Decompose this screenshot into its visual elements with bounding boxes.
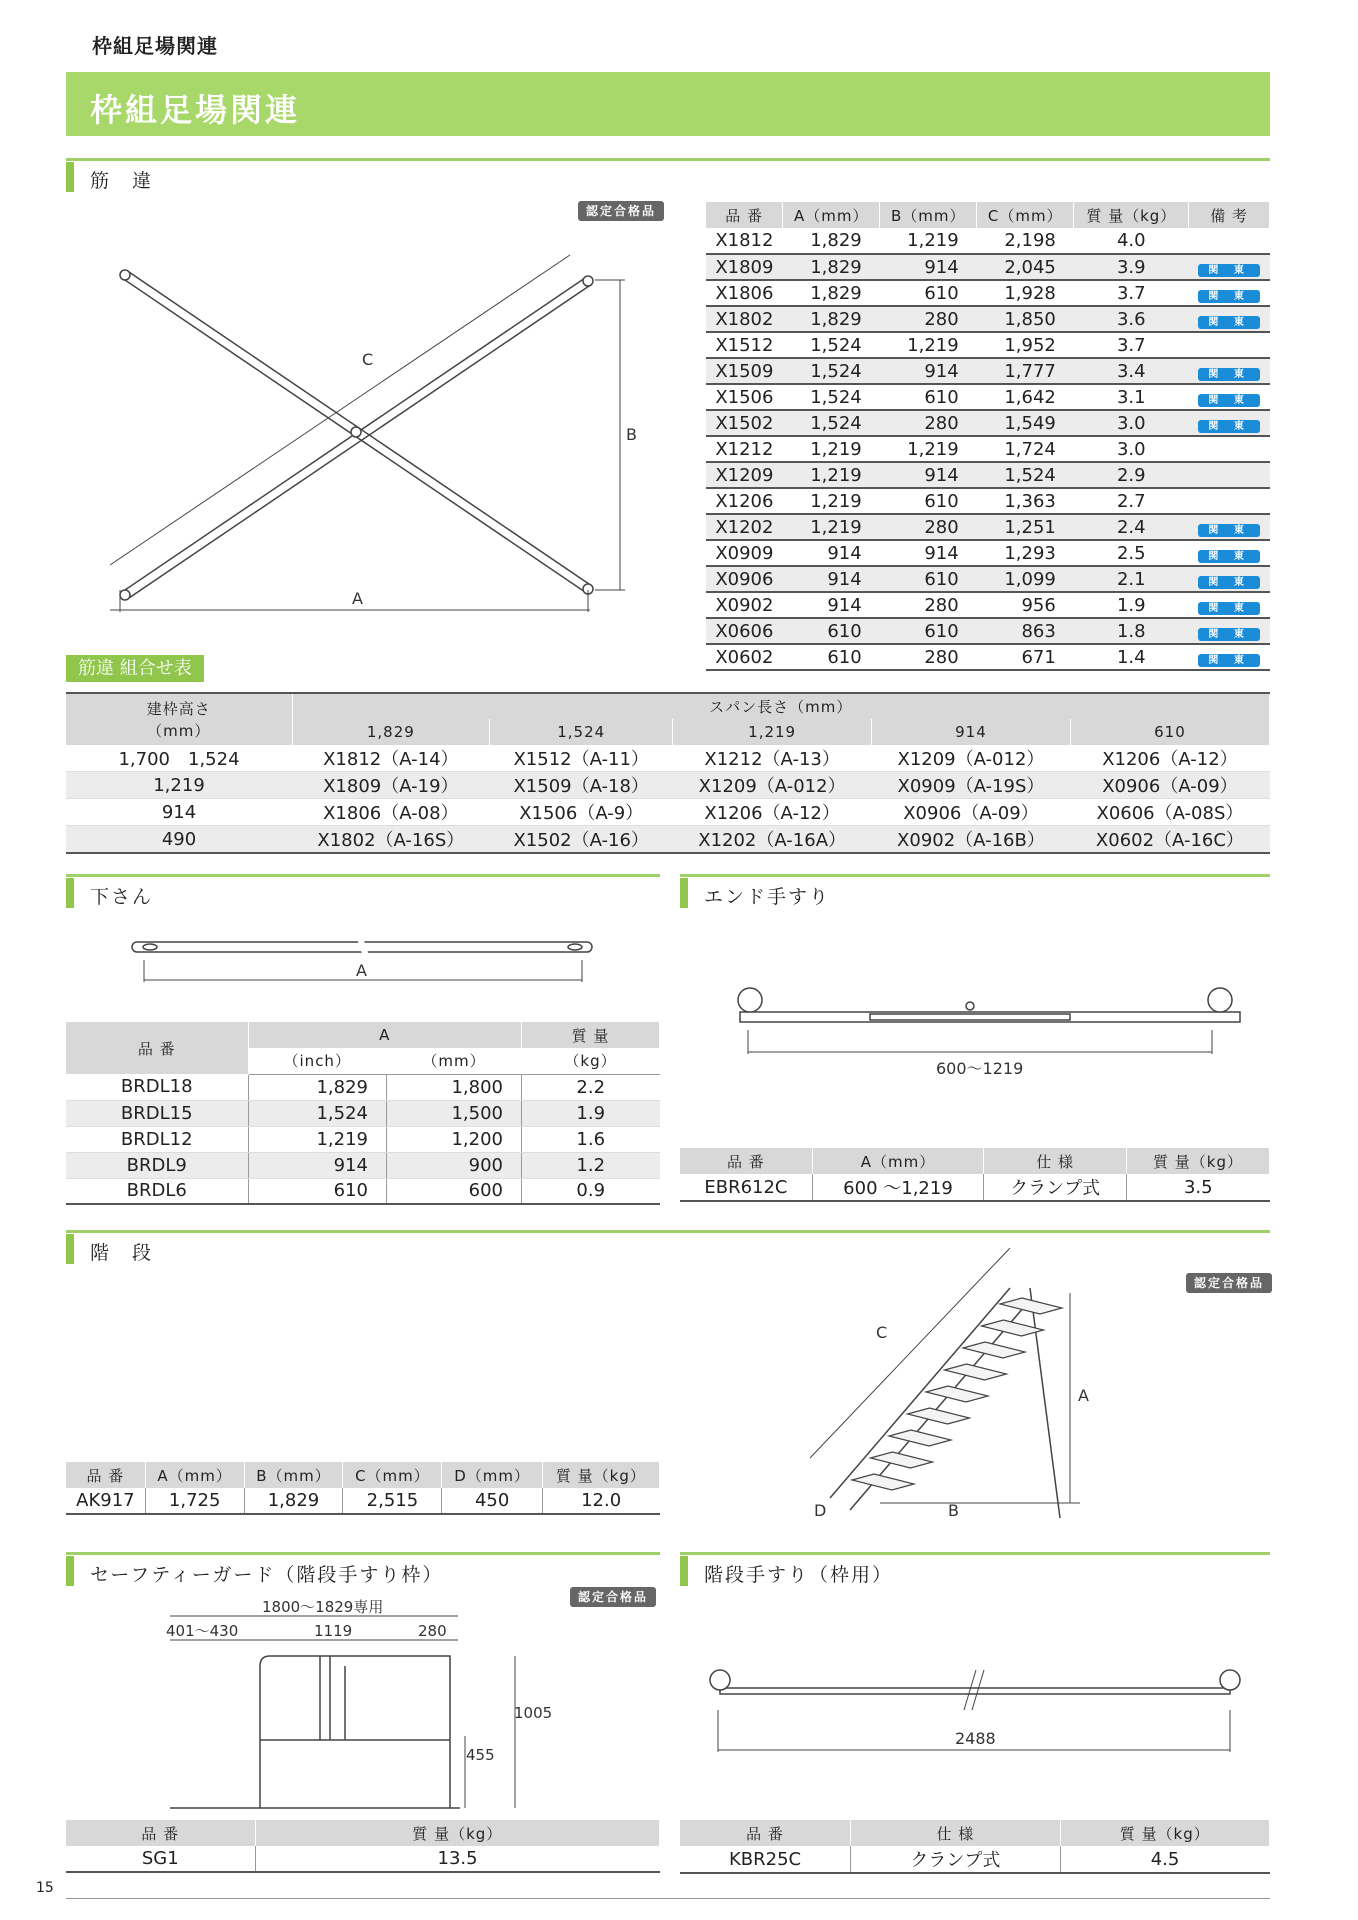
cell-b: 610 [880,488,977,514]
sujikai-table [706,202,1270,671]
header-cell: 質 量（kg） [1074,202,1189,228]
span-cell: 914 [872,719,1071,745]
table-row [706,410,1270,436]
cell: 13.5 [255,1846,659,1872]
cell-combo: X0909（A-19S） [872,772,1071,799]
table-row [706,592,1270,618]
cell-combo: X1502（A-16） [490,826,673,854]
cell-weight: 1.6 [522,1126,660,1152]
table-row [706,358,1270,384]
cell-weight: 1.8 [1074,618,1189,644]
span-cell: 610 [1070,719,1269,745]
section-title: 筋 違 [90,170,154,192]
span-cell: 1,524 [490,719,673,745]
cell: 1,829 [244,1488,343,1514]
shitasan-table: 品 番 A 質 量 （inch） （mm） （kg） BRDL18 1,829 1,800 2.2 BRDL15 1,524 1,500 1.9 BRDL12 1,219 1,200 1.6 BRDL9 914 900 1.2 BRDL6 610 600 0.9 [66,1022,660,1205]
cell-note [1189,644,1270,670]
cell-note [1189,488,1270,514]
cell-weight: 2.7 [1074,488,1189,514]
table-row [706,644,1270,670]
cell: 600 〜1,219 [812,1174,983,1201]
brace-diagram [100,240,660,620]
stair-tread [945,1364,1007,1380]
stair-tread [889,1430,951,1446]
cell-note [1189,540,1270,566]
svg-text:1005: 1005 [514,1704,553,1722]
cell-weight: 2.9 [1074,462,1189,488]
cell-inch: 1,219 [248,1126,386,1152]
cell-mm: 900 [386,1152,521,1178]
cell-no: X0906 [706,566,783,592]
svg-text:455: 455 [466,1746,495,1764]
cell-combo: X0906（A-09） [1070,772,1269,799]
kanto-badge: 関 東 [1198,316,1259,329]
svg-text:A: A [356,961,367,980]
kanto-badge: 関 東 [1198,654,1259,667]
kanto-badge: 関 東 [1198,576,1259,589]
cell-b: 914 [880,462,977,488]
cell-weight: 1.4 [1074,644,1189,670]
cell-no: X0909 [706,540,783,566]
cell-note [1189,280,1270,306]
cell-c: 671 [977,644,1074,670]
kaidan-tesuri-table [680,1820,1270,1874]
top-title: 枠組足場関連 [92,34,218,58]
table-row [66,1100,660,1126]
cell-inch: 1,829 [248,1074,386,1100]
cell-b: 914 [880,358,977,384]
span-header: スパン長さ（mm） [292,693,1270,719]
cell: 3.5 [1127,1174,1270,1201]
cell-c: 1,642 [977,384,1074,410]
section-end: エンド手すり [680,878,1270,908]
cell-weight: 2.2 [522,1074,660,1100]
cell-combo: X1506（A-9） [490,799,673,826]
cell-no: X1806 [706,280,783,306]
cell-c: 1,952 [977,332,1074,358]
table-row [706,332,1270,358]
end-table [680,1148,1270,1202]
header-cell: 備 考 [1189,202,1270,228]
table-row [680,1846,1270,1873]
footer-line [66,1898,1270,1899]
cell-combo: X0602（A-16C） [1070,826,1269,854]
cell-combo: X0902（A-16B） [872,826,1071,854]
svg-text:1800〜1829専用: 1800〜1829専用 [262,1598,384,1616]
header-cell: D（mm） [442,1462,542,1488]
nintei-badge-3: 認定合格品 [570,1586,656,1605]
cell: SG1 [66,1846,255,1872]
cell-no: BRDL15 [66,1100,248,1126]
cell-a: 1,829 [783,280,880,306]
page-number: 15 [36,1880,54,1896]
cell-combo: X1509（A-18） [490,772,673,799]
cell-no: X1202 [706,514,783,540]
cell: クランプ式 [851,1846,1060,1873]
cell-no: X1809 [706,254,783,280]
table-row [66,772,1270,799]
section-kaidan-tesuri: 階段手すり（枠用） [680,1556,1270,1586]
nintei-badge-2: 認定合格品 [1186,1272,1272,1291]
header-cell: 品 番 [680,1148,812,1174]
header-cell: 質 量（kg） [255,1820,659,1846]
table-row [706,488,1270,514]
header-cell: 品 番 [680,1820,851,1846]
table-row [706,462,1270,488]
cell-weight: 3.1 [1074,384,1189,410]
cell-no: X0902 [706,592,783,618]
cell-note [1189,436,1270,462]
svg-text:1119: 1119 [314,1622,353,1640]
cell-no: X1512 [706,332,783,358]
cell-no: X1509 [706,358,783,384]
cell-c: 1,251 [977,514,1074,540]
header-cell: 品 番 [66,1820,255,1846]
table-row [706,254,1270,280]
stairs-diagram [790,1248,1110,1538]
cell-height: 1,219 [66,772,292,799]
stair-tread [908,1408,970,1424]
table-row [706,436,1270,462]
cell-combo: X1209（A-012） [872,745,1071,772]
cell-inch: 1,524 [248,1100,386,1126]
section-safety: セーフティーガード（階段手すり枠） [66,1556,660,1586]
cell-note [1189,384,1270,410]
cell-weight: 1.2 [522,1152,660,1178]
cell-note [1189,514,1270,540]
svg-text:D: D [814,1501,827,1520]
kanto-badge: 関 東 [1198,602,1259,615]
cell-note [1189,254,1270,280]
svg-text:B: B [948,1501,959,1520]
safety-diagram [160,1596,580,1826]
stair-tread [852,1474,914,1490]
cell-note [1189,306,1270,332]
table-row [66,1074,660,1100]
stair-tread [871,1452,933,1468]
cell-c: 2,045 [977,254,1074,280]
cell-a: 1,524 [783,384,880,410]
cell-c: 1,363 [977,488,1074,514]
cell-no: X0602 [706,644,783,670]
cell-c: 863 [977,618,1074,644]
cell-a: 1,219 [783,436,880,462]
cell-a: 914 [783,540,880,566]
table-row [66,1152,660,1178]
cell-weight: 2.5 [1074,540,1189,566]
cell-b: 1,219 [880,332,977,358]
table-row [706,540,1270,566]
table-row [706,306,1270,332]
cell-weight: 3.7 [1074,332,1189,358]
cell-b: 280 [880,306,977,332]
table-row [66,1126,660,1152]
cell-height: 1,700 1,524 [66,745,292,772]
cell-a: 1,524 [783,332,880,358]
cell-no: X1209 [706,462,783,488]
cell-combo: X0606（A-08S） [1070,799,1269,826]
table-row [680,1174,1270,1201]
cell-note [1189,462,1270,488]
section-shitasan: 下さん [66,878,660,908]
kanto-badge: 関 東 [1198,290,1259,303]
cell-weight: 3.9 [1074,254,1189,280]
cell-b: 1,219 [880,228,977,254]
dim-c: C [362,350,374,369]
svg-text:600〜1219: 600〜1219 [936,1059,1024,1078]
cell-note [1189,332,1270,358]
cell-c: 2,198 [977,228,1074,254]
combo-tag: 筋違 組合せ表 [66,654,204,680]
cell-combo: X1206（A-12） [673,799,872,826]
cell-height: 914 [66,799,292,826]
cell: KBR25C [680,1846,851,1873]
cell-a: 914 [783,592,880,618]
header-cell: C（mm） [343,1462,442,1488]
cell-no: BRDL12 [66,1126,248,1152]
kanto-badge: 関 東 [1198,394,1259,407]
cell-combo: X1212（A-13） [673,745,872,772]
cell-no: X1802 [706,306,783,332]
cell-no: X1502 [706,410,783,436]
cell-height: 490 [66,826,292,854]
shitasan-diagram [120,930,620,990]
cell-no: X1206 [706,488,783,514]
cell-no: X1212 [706,436,783,462]
table-row [706,618,1270,644]
combo-table: 建枠高さ （mm） スパン長さ（mm） 1,829 1,524 1,219 914 610 1,700 1,524 X1812（A-14） X1512（A-11） X1212（A-13） X1209（A-012） X1206（A-12） 1,219 X1809（A-19） X1509（A-18） X1209（A-012） X0909（A-19S） X0906（A-09） 914 X1806（A-08） X1506（A-9） X1206（A-12） X0906（A-09） X0606（A-08S） 490 X1802（A-16S） X1502（A-16） X1202（A-16A） X0902（A-16B） X0602（A-16C） [66,692,1270,854]
stair-tread [963,1342,1025,1358]
cell-note [1189,410,1270,436]
cell-b: 914 [880,540,977,566]
kaidan-table [66,1462,660,1515]
cell-a: 1,219 [783,488,880,514]
cell-weight: 2.4 [1074,514,1189,540]
dim-a: A [352,589,363,608]
cell-note [1189,228,1270,254]
cell-mm: 1,500 [386,1100,521,1126]
cell-c: 956 [977,592,1074,618]
cell-a: 610 [783,618,880,644]
cell-c: 1,724 [977,436,1074,462]
cell-note [1189,592,1270,618]
cell-no: BRDL6 [66,1178,248,1204]
table-row [66,1488,660,1514]
cell-inch: 914 [248,1152,386,1178]
cell-b: 610 [880,566,977,592]
cell-weight: 3.6 [1074,306,1189,332]
cell-combo: X1802（A-16S） [292,826,490,854]
header-cell: C（mm） [977,202,1074,228]
stair-tread [1000,1298,1062,1314]
cell-b: 610 [880,618,977,644]
end-rail-diagram [720,970,1260,1090]
cell-combo: X1812（A-14） [292,745,490,772]
cell-weight: 1.9 [522,1100,660,1126]
title-banner [66,72,1270,136]
cell-note [1189,618,1270,644]
safety-table [66,1820,660,1873]
header-cell: A（mm） [812,1148,983,1174]
kaidan-tesuri-diagram [700,1650,1250,1770]
cell-b: 280 [880,592,977,618]
cell-no: X1506 [706,384,783,410]
header-cell: 品 番 [66,1462,145,1488]
svg-text:401〜430: 401〜430 [166,1622,239,1640]
cell-no: BRDL18 [66,1074,248,1100]
cell-c: 1,099 [977,566,1074,592]
section-sujikai [66,162,1270,192]
cell-b: 280 [880,514,977,540]
cell-weight: 3.0 [1074,436,1189,462]
cell: 450 [442,1488,542,1514]
cell-b: 610 [880,384,977,410]
header-cell: 仕 様 [984,1148,1127,1174]
table-row [66,745,1270,772]
section-kaidan: 階 段 [66,1234,1270,1264]
table-row [706,566,1270,592]
cell-combo: X0906（A-09） [872,799,1071,826]
cell-b: 280 [880,644,977,670]
cell-note [1189,566,1270,592]
cell-c: 1,850 [977,306,1074,332]
kanto-badge: 関 東 [1198,420,1259,433]
cell-weight: 3.7 [1074,280,1189,306]
kanto-badge: 関 東 [1198,550,1259,563]
cell-combo: X1209（A-012） [673,772,872,799]
header-cell: 質 量（kg） [1060,1820,1269,1846]
table-row [706,228,1270,254]
cell-a: 610 [783,644,880,670]
cell-weight: 3.4 [1074,358,1189,384]
header-cell: B（mm） [244,1462,343,1488]
cell: クランプ式 [984,1174,1127,1201]
cell-b: 280 [880,410,977,436]
kanto-badge: 関 東 [1198,628,1259,641]
cell-combo: X1206（A-12） [1070,745,1269,772]
span-cell: 1,219 [673,719,872,745]
header-cell: 品 番 [706,202,783,228]
cell-b: 1,219 [880,436,977,462]
cell-inch: 610 [248,1178,386,1204]
cell-b: 914 [880,254,977,280]
cell: 12.0 [542,1488,659,1514]
table-row [706,514,1270,540]
svg-text:C: C [876,1323,888,1342]
table-row [66,1846,660,1872]
table-row [66,1178,660,1204]
cell-weight: 3.0 [1074,410,1189,436]
table-row [66,799,1270,826]
span-cell: 1,829 [292,719,490,745]
cell-weight: 0.9 [522,1178,660,1204]
kanto-badge: 関 東 [1198,264,1259,277]
cell-combo: X1806（A-08） [292,799,490,826]
cell-mm: 1,200 [386,1126,521,1152]
cell: 1,725 [145,1488,244,1514]
table-row [706,280,1270,306]
header-cell: A（mm） [783,202,880,228]
svg-text:280: 280 [418,1622,447,1640]
cell-no: X1812 [706,228,783,254]
cell-a: 1,524 [783,358,880,384]
header-cell: 質 量（kg） [542,1462,659,1488]
cell-no: X0606 [706,618,783,644]
cell-weight: 2.1 [1074,566,1189,592]
cell-mm: 1,800 [386,1074,521,1100]
cell-weight: 1.9 [1074,592,1189,618]
cell-a: 914 [783,566,880,592]
cell-no: BRDL9 [66,1152,248,1178]
cell-note [1189,358,1270,384]
cell-combo: X1809（A-19） [292,772,490,799]
header-cell: 仕 様 [851,1820,1060,1846]
cell-a: 1,829 [783,254,880,280]
header-cell: B（mm） [880,202,977,228]
cell-mm: 600 [386,1178,521,1204]
kanto-badge: 関 東 [1198,368,1259,381]
cell-a: 1,219 [783,462,880,488]
cell-a: 1,219 [783,514,880,540]
cell-weight: 4.0 [1074,228,1189,254]
svg-text:A: A [1078,1386,1089,1405]
cell-b: 610 [880,280,977,306]
dim-b: B [626,425,637,444]
svg-text:2488: 2488 [955,1729,996,1748]
cell-combo: X1512（A-11） [490,745,673,772]
header-cell: 質 量（kg） [1127,1148,1270,1174]
table-row [66,826,1270,854]
banner-title: 枠組足場関連 [90,91,301,129]
stair-tread [926,1386,988,1402]
cell-combo: X1202（A-16A） [673,826,872,854]
cell-c: 1,293 [977,540,1074,566]
cell: 2,515 [343,1488,442,1514]
header-cell: A（mm） [145,1462,244,1488]
kanto-badge: 関 東 [1198,524,1259,537]
cell-c: 1,777 [977,358,1074,384]
cell: EBR612C [680,1174,812,1201]
table-row [706,384,1270,410]
cell-a: 1,829 [783,228,880,254]
cell-c: 1,524 [977,462,1074,488]
cell: 4.5 [1060,1846,1269,1873]
cell-c: 1,549 [977,410,1074,436]
cell-a: 1,829 [783,306,880,332]
cell: AK917 [66,1488,145,1514]
cell-c: 1,928 [977,280,1074,306]
nintei-badge: 認定合格品 [578,200,664,219]
cell-a: 1,524 [783,410,880,436]
